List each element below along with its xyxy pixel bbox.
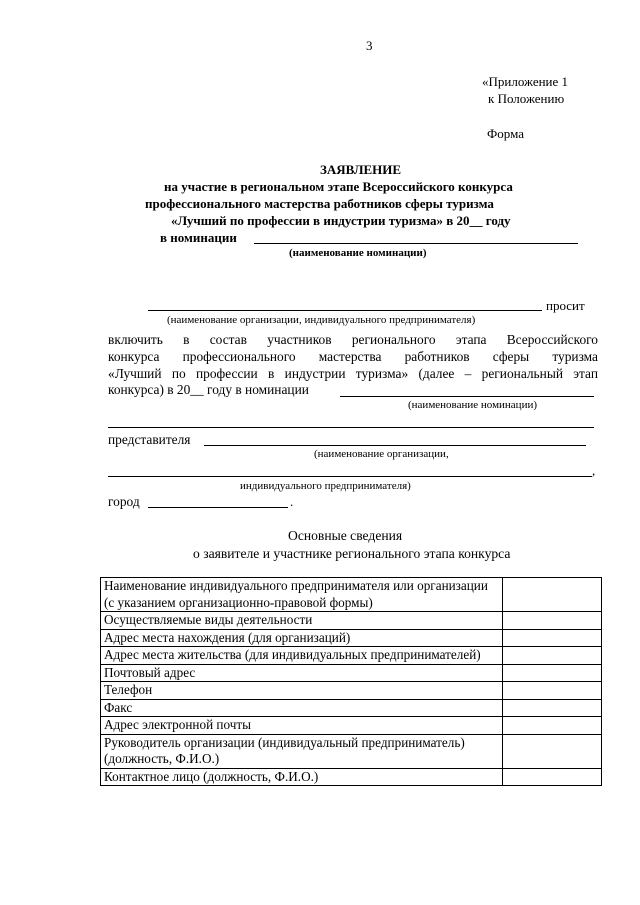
nomination-hint: (наименование номинации) bbox=[289, 247, 427, 259]
title-line-1: на участие в региональном этапе Всероссийского конкурса bbox=[164, 179, 513, 194]
title-nomination-prefix: в номинации bbox=[160, 230, 237, 245]
table-row bbox=[101, 647, 602, 665]
form-label: Форма bbox=[487, 126, 524, 141]
city-label: город bbox=[108, 494, 140, 509]
nomination-blank-line-2[interactable] bbox=[340, 396, 594, 397]
paragraph-last-line: конкурса) в 20__ году в номинации bbox=[108, 382, 309, 397]
table-row bbox=[101, 682, 602, 700]
paragraph-line: «Лучший по профессии в индустрии туризма» (далее – региональный этап bbox=[108, 366, 598, 381]
row-label: Факс bbox=[101, 699, 503, 717]
row-label: Наименование индивидуального предпринимателя или организации (с указанием организационно-правовой формы) bbox=[101, 578, 503, 612]
asks-label: просит bbox=[546, 298, 585, 313]
row-value-cell[interactable] bbox=[503, 578, 602, 612]
paragraph-line: конкурса профессионального мастерства работников сферы туризма bbox=[108, 349, 598, 364]
representative-blank-line[interactable] bbox=[204, 445, 586, 446]
table-row bbox=[101, 768, 602, 786]
row-value-cell[interactable] bbox=[503, 717, 602, 735]
table-row bbox=[101, 717, 602, 735]
representative-hint-2: индивидуального предпринимателя) bbox=[240, 480, 411, 492]
title-line-3: «Лучший по профессии в индустрии туризма» в 20__ году bbox=[171, 213, 511, 228]
table-row bbox=[101, 664, 602, 682]
row-value-cell[interactable] bbox=[503, 629, 602, 647]
organization-hint: (наименование организации, индивидуального предпринимателя) bbox=[167, 314, 476, 326]
row-label: Почтовый адрес bbox=[101, 664, 503, 682]
city-period: . bbox=[290, 494, 294, 509]
row-label: Адрес места нахождения (для организаций) bbox=[101, 629, 503, 647]
paragraph-line: включить в состав участников регионального этапа Всероссийского bbox=[108, 332, 598, 347]
row-label: Контактное лицо (должность, Ф.И.О.) bbox=[101, 768, 503, 786]
city-blank-line[interactable] bbox=[148, 507, 288, 508]
row-value-cell[interactable] bbox=[503, 768, 602, 786]
table-row bbox=[101, 629, 602, 647]
applicant-info-table bbox=[100, 577, 602, 786]
full-width-blank-line[interactable] bbox=[108, 427, 594, 428]
title-line-2: профессионального мастерства работников сферы туризма bbox=[145, 196, 494, 211]
comma: , bbox=[592, 463, 596, 478]
table-row bbox=[101, 699, 602, 717]
row-label: Телефон bbox=[101, 682, 503, 700]
table-row bbox=[101, 578, 602, 612]
row-value-cell[interactable] bbox=[503, 647, 602, 665]
nomination-hint-2: (наименование номинации) bbox=[408, 399, 538, 411]
row-label: Руководитель организации (индивидуальный предприниматель) (должность, Ф.И.О.) bbox=[101, 734, 503, 768]
appendix-label: «Приложение 1 bbox=[482, 74, 569, 89]
representative-label: представителя bbox=[108, 432, 191, 447]
page-number: 3 bbox=[366, 38, 373, 53]
table-row bbox=[101, 734, 602, 768]
document-title: ЗАЯВЛЕНИЕ bbox=[320, 162, 402, 177]
row-value-cell[interactable] bbox=[503, 612, 602, 630]
row-label: Осуществляемые виды деятельности bbox=[101, 612, 503, 630]
nomination-blank-line[interactable] bbox=[254, 243, 578, 244]
row-label: Адрес электронной почты bbox=[101, 717, 503, 735]
table-row bbox=[101, 612, 602, 630]
representative-blank-line-2[interactable] bbox=[108, 476, 592, 477]
row-value-cell[interactable] bbox=[503, 734, 602, 768]
row-value-cell[interactable] bbox=[503, 699, 602, 717]
representative-hint: (наименование организации, bbox=[314, 448, 449, 460]
row-label: Адрес места жительства (для индивидуальных предпринимателей) bbox=[101, 647, 503, 665]
section-title-2: о заявителе и участнике регионального этапа конкурса bbox=[193, 546, 511, 561]
row-value-cell[interactable] bbox=[503, 664, 602, 682]
appendix-reference: к Положению bbox=[488, 91, 565, 106]
section-title-1: Основные сведения bbox=[288, 528, 403, 543]
row-value-cell[interactable] bbox=[503, 682, 602, 700]
organization-blank-line[interactable] bbox=[148, 310, 542, 311]
request-paragraph bbox=[108, 331, 598, 382]
